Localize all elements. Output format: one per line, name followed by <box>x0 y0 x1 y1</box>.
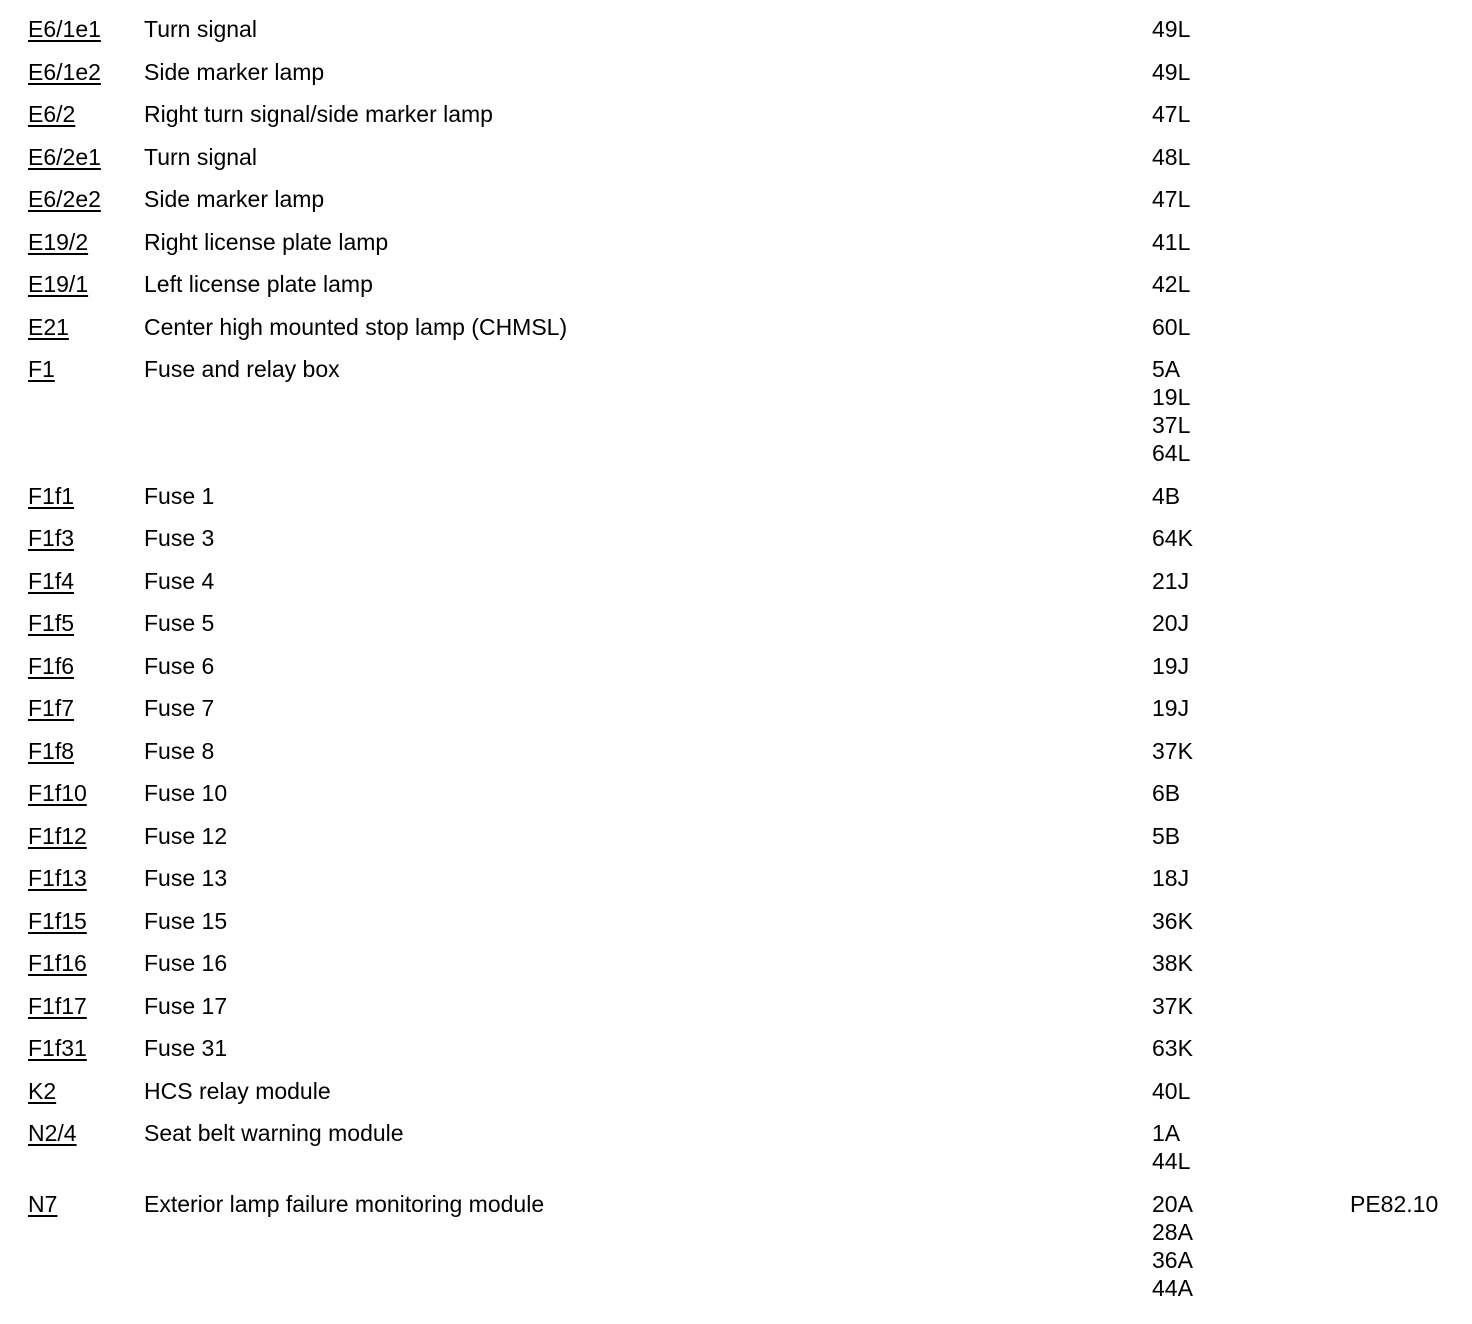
component-code-link[interactable]: E6/2 <box>28 101 76 127</box>
grid-location-list <box>1152 482 1180 510</box>
grid-location: 19L <box>1152 384 1191 410</box>
grid-location: 49L <box>1152 16 1191 42</box>
legend-row <box>0 694 1472 737</box>
grid-location: 21J <box>1152 567 1190 594</box>
grid-location-list <box>1152 100 1190 128</box>
grid-location: 1A <box>1152 1120 1181 1146</box>
legend-row <box>0 100 1472 143</box>
component-description: Fuse 10 <box>144 780 228 806</box>
legend-row <box>0 355 1472 482</box>
component-code-link[interactable]: N7 <box>28 1190 58 1217</box>
component-code-link[interactable]: E19/2 <box>28 228 89 255</box>
legend-row <box>0 482 1472 525</box>
grid-location: 18J <box>1152 865 1190 891</box>
component-description: Fuse 8 <box>144 737 215 764</box>
component-description: Fuse 6 <box>144 652 215 679</box>
legend-row <box>0 652 1472 695</box>
legend-row <box>0 1190 1472 1317</box>
component-description: Exterior lamp failure monitoring module <box>144 1190 545 1217</box>
grid-location: 44L <box>1152 1148 1191 1174</box>
grid-location: 5A <box>1152 356 1181 382</box>
component-code-link[interactable]: F1 <box>28 356 55 382</box>
component-description: Fuse 1 <box>144 482 215 509</box>
component-code-link[interactable]: F1f4 <box>28 567 75 594</box>
legend-row <box>0 15 1472 58</box>
grid-location-list <box>1152 779 1180 807</box>
component-code-link[interactable]: F1f10 <box>28 780 87 806</box>
legend-row <box>0 228 1472 271</box>
legend-row <box>0 143 1472 186</box>
grid-location-list <box>1152 58 1190 86</box>
grid-location: 4B <box>1152 482 1181 509</box>
component-code-link[interactable]: F1f13 <box>28 865 87 891</box>
component-code-link[interactable]: F1f16 <box>28 950 87 976</box>
legend-row <box>0 313 1472 356</box>
component-code-link[interactable]: N2/4 <box>28 1120 77 1146</box>
legend-row <box>0 270 1472 313</box>
grid-location: 36A <box>1152 1246 1193 1273</box>
grid-location-list <box>1152 1119 1190 1175</box>
grid-location-list <box>1152 652 1189 680</box>
legend-row <box>0 1119 1472 1190</box>
grid-location: 42L <box>1152 271 1191 297</box>
grid-location-list <box>1152 1190 1193 1302</box>
legend-row <box>0 737 1472 780</box>
grid-location: 47L <box>1152 101 1191 127</box>
component-description: Seat belt warning module <box>144 1120 404 1146</box>
grid-location-list <box>1152 992 1193 1020</box>
component-description: Center high mounted stop lamp (CHMSL) <box>144 313 568 340</box>
component-description: Side marker lamp <box>144 58 325 85</box>
grid-location: 19J <box>1152 695 1190 721</box>
grid-location: 19J <box>1152 652 1190 679</box>
component-description: Right turn signal/side marker lamp <box>144 101 493 127</box>
component-description: Fuse 17 <box>144 992 228 1019</box>
grid-location: 44A <box>1152 1274 1193 1301</box>
component-description: HCS relay module <box>144 1077 331 1104</box>
grid-location-list <box>1152 15 1190 43</box>
component-code-link[interactable]: E21 <box>28 313 69 340</box>
grid-location: 40L <box>1152 1077 1191 1104</box>
grid-location-list <box>1152 355 1190 467</box>
grid-location-list <box>1152 143 1190 171</box>
component-description: Turn signal <box>144 143 257 170</box>
component-code-link[interactable]: E6/2e1 <box>28 143 101 170</box>
grid-location-list <box>1152 1034 1193 1062</box>
component-code-link[interactable]: E6/1e2 <box>28 58 101 85</box>
grid-location: 47L <box>1152 186 1191 212</box>
grid-location-list <box>1152 949 1193 977</box>
grid-location-list <box>1152 1077 1190 1105</box>
grid-location-list <box>1152 907 1193 935</box>
component-description: Fuse 15 <box>144 907 228 934</box>
grid-location-list <box>1152 822 1180 850</box>
grid-location-list <box>1152 313 1190 341</box>
component-description: Fuse 16 <box>144 950 228 976</box>
grid-location: 28A <box>1152 1218 1193 1245</box>
grid-location: 37K <box>1152 737 1193 764</box>
component-code-link[interactable]: E6/1e1 <box>28 16 101 42</box>
component-code-link[interactable]: F1f6 <box>28 652 75 679</box>
component-code-link[interactable]: F1f15 <box>28 907 87 934</box>
grid-location: 37L <box>1152 412 1191 438</box>
grid-location-list <box>1152 567 1189 595</box>
grid-location: 64L <box>1152 440 1191 466</box>
legend-row <box>0 1077 1472 1120</box>
grid-location-list <box>1152 185 1190 213</box>
grid-location: 48L <box>1152 143 1191 170</box>
grid-location-list <box>1152 228 1190 256</box>
grid-location: 6B <box>1152 780 1181 806</box>
legend-row <box>0 992 1472 1035</box>
component-code-link[interactable]: F1f7 <box>28 695 75 721</box>
grid-location: 41L <box>1152 228 1191 255</box>
grid-location: 20A <box>1152 1190 1193 1217</box>
component-code-link[interactable]: E19/1 <box>28 271 89 297</box>
component-description: Fuse and relay box <box>144 356 340 382</box>
grid-location: 38K <box>1152 950 1193 976</box>
component-code-link[interactable]: F1f31 <box>28 1035 87 1061</box>
component-description: Left license plate lamp <box>144 271 373 297</box>
component-code-link[interactable]: F1f12 <box>28 822 87 849</box>
legend-row <box>0 609 1472 652</box>
legend-row <box>0 58 1472 101</box>
grid-location: 49L <box>1152 58 1191 85</box>
component-description: Fuse 13 <box>144 865 228 891</box>
grid-location: 5B <box>1152 822 1181 849</box>
grid-location-list <box>1152 864 1189 892</box>
component-legend-table <box>0 15 1472 1316</box>
component-description: Fuse 3 <box>144 525 215 551</box>
component-code-link[interactable]: F1f8 <box>28 737 75 764</box>
grid-location: 63K <box>1152 1035 1193 1061</box>
component-description: Right license plate lamp <box>144 228 389 255</box>
component-description: Fuse 4 <box>144 567 215 594</box>
legend-row <box>0 1034 1472 1077</box>
grid-location-list <box>1152 524 1193 552</box>
grid-location-list <box>1152 609 1189 637</box>
legend-row <box>0 185 1472 228</box>
component-code-link[interactable]: F1f1 <box>28 482 75 509</box>
component-code-link[interactable]: K2 <box>28 1077 57 1104</box>
grid-location-list <box>1152 270 1190 298</box>
grid-location: 37K <box>1152 992 1193 1019</box>
grid-location-list <box>1152 737 1193 765</box>
component-description: Fuse 7 <box>144 695 215 721</box>
grid-location: 20J <box>1152 610 1190 636</box>
grid-location: 64K <box>1152 525 1193 551</box>
grid-location: 60L <box>1152 313 1191 340</box>
component-code-link[interactable]: F1f3 <box>28 525 75 551</box>
legend-row <box>0 779 1472 822</box>
component-description: Fuse 5 <box>144 610 215 636</box>
legend-row <box>0 567 1472 610</box>
grid-location-list <box>1152 694 1189 722</box>
component-description: Turn signal <box>144 16 257 42</box>
diagram-reference: PE82.10 <box>1350 1190 1439 1217</box>
legend-row <box>0 822 1472 865</box>
grid-location: 36K <box>1152 907 1193 934</box>
component-code-link[interactable]: F1f17 <box>28 992 87 1019</box>
component-description: Side marker lamp <box>144 186 325 212</box>
component-description: Fuse 12 <box>144 822 228 849</box>
legend-row <box>0 524 1472 567</box>
legend-row <box>0 864 1472 907</box>
component-description: Fuse 31 <box>144 1035 228 1061</box>
component-code-link[interactable]: E6/2e2 <box>28 186 101 212</box>
legend-row <box>0 907 1472 950</box>
legend-row <box>0 949 1472 992</box>
component-code-link[interactable]: F1f5 <box>28 610 75 636</box>
